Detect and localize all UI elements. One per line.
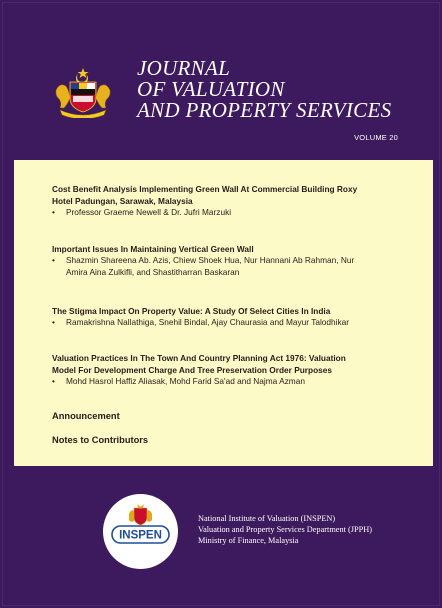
article-4 xyxy=(52,352,412,388)
article-authors: Ramakrishna Nallathiga, Snehil Bindal, Ajay Chaurasia and Mayur Talodhikar xyxy=(66,317,350,327)
notes-to-contributors-heading: Notes to Contributors xyxy=(52,435,149,445)
publisher-line-1: National Institute of Valuation (INSPEN) xyxy=(198,514,336,523)
article-authors: Shazmin Shareena Ab. Azis, Chiew Shoek Hua, Nur Hannani Ab Rahman, Nur xyxy=(66,255,355,265)
malaysia-coat-of-arms-icon xyxy=(52,68,114,118)
bullet: • xyxy=(52,207,55,217)
bullet: • xyxy=(52,255,55,265)
article-2 xyxy=(52,243,412,278)
bullet: • xyxy=(52,376,55,386)
publisher-line-3: Ministry of Finance, Malaysia xyxy=(198,536,299,545)
journal-title-line-3: AND PROPERTY SERVICES xyxy=(137,98,392,122)
article-author-line xyxy=(52,255,412,267)
journal-title-line-2: OF VALUATION xyxy=(137,77,285,101)
article-author-line xyxy=(52,267,412,279)
inspen-logo xyxy=(103,494,178,569)
article-title-line: Model For Development Charge And Tree Preservation Order Purposes xyxy=(52,365,333,375)
article-title-line: Cost Benefit Analysis Implementing Green Wall At Commercial Building Roxy xyxy=(52,184,358,194)
article-title-line: Important Issues In Maintaining Vertical Green Wall xyxy=(52,244,254,254)
volume-number: VOLUME 20 xyxy=(354,133,398,142)
publisher-info xyxy=(198,513,428,546)
inspen-logo-icon xyxy=(103,494,178,569)
announcement-heading: Announcement xyxy=(52,411,120,421)
article-authors: Professor Graeme Newell & Dr. Jufri Marzuki xyxy=(66,207,232,217)
article-title-line: Hotel Padungan, Sarawak, Malaysia xyxy=(52,196,193,206)
journal-title xyxy=(137,58,427,121)
article-3 xyxy=(52,305,412,329)
contents-panel xyxy=(14,160,433,466)
article-authors: Amira Aina Zulkifli, and Shastitharran Baskaran xyxy=(66,266,240,277)
article-author-line xyxy=(52,376,412,388)
article-title-line: The Stigma Impact On Property Value: A Study Of Select Cities In India xyxy=(52,306,331,316)
bullet: • xyxy=(52,317,55,327)
article-author-line xyxy=(52,207,412,219)
logo-text: INSPEN xyxy=(119,529,162,542)
article-author-line xyxy=(52,317,412,329)
publisher-line-2: Valuation and Property Services Department (JPPH) xyxy=(198,525,372,534)
journal-title-line-1: JOURNAL xyxy=(137,56,231,80)
article-1 xyxy=(52,183,412,219)
article-authors: Mohd Hasrol Haffiz Aliasak, Mohd Farid Sa'ad and Najma Azman xyxy=(66,376,305,386)
article-title-line: Valuation Practices In The Town And Country Planning Act 1976: Valuation xyxy=(52,353,346,363)
